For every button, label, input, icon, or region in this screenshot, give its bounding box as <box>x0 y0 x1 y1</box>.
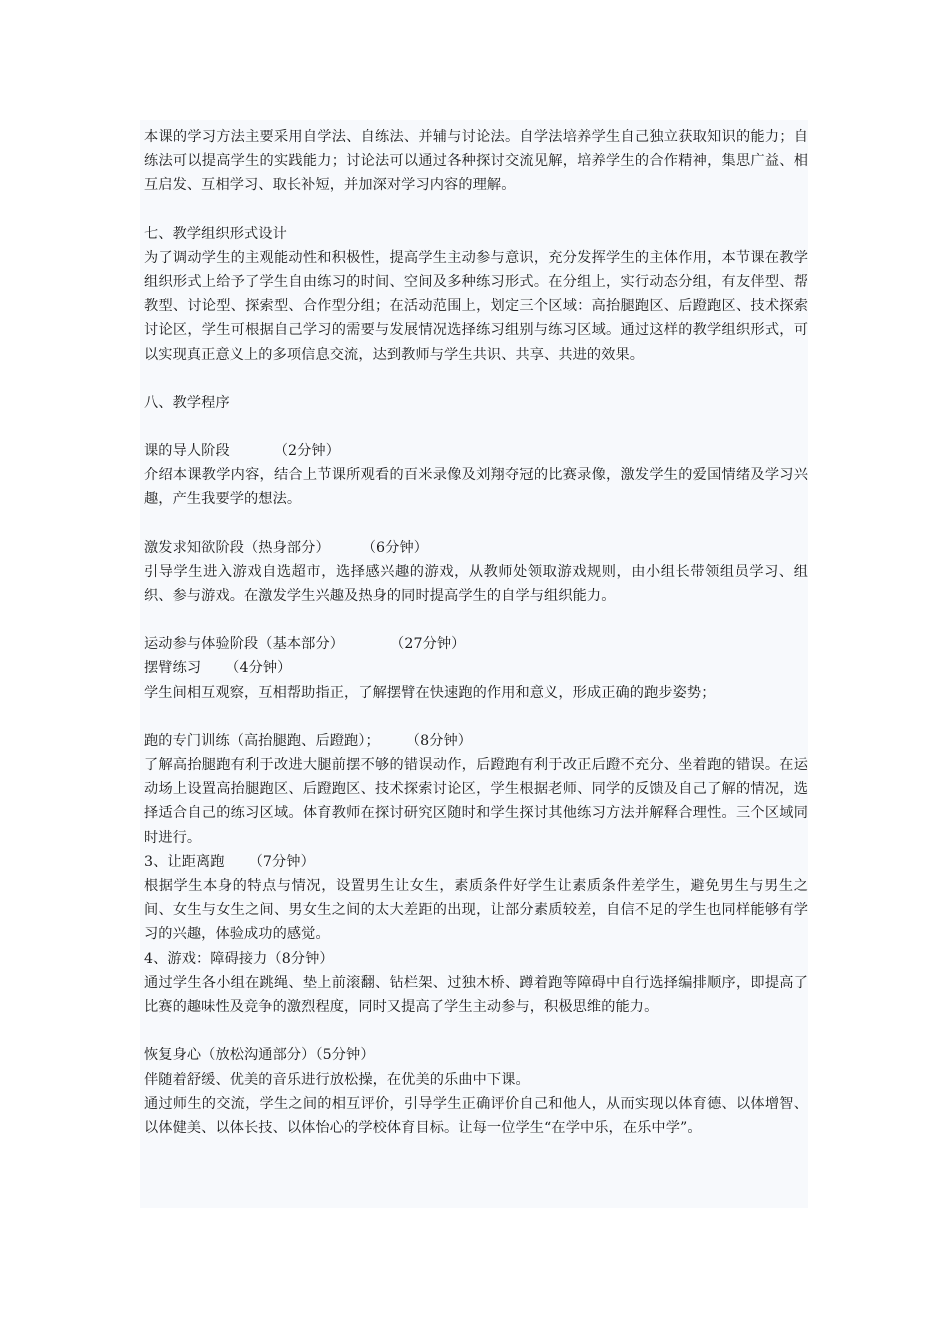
stage-warmup-text: 引导学生进入游戏自选超市，选择感兴趣的游戏，从教师处领取游戏规则，由小组长带领组员学习、组织、参与游戏。在激发学生兴趣及热身的同时提高学生的自学与组织能力。 <box>144 563 808 605</box>
stage-basic-time: （27分钟） <box>390 636 466 653</box>
item-handicap-run-title: 3、让距离跑 <box>144 853 225 870</box>
heading-section-7: 七、教学组织形式设计 <box>144 225 287 242</box>
item-special-training-text: 了解高抬腿跑有利于改进大腿前摆不够的错误动作，后蹬跑有利于改正后蹬不充分、坐着跑的错误。在运动场上设置高抬腿跑区、后蹬跑区、技术探索讨论区，学生根据老师、同学的反馈及自己了解的情况，选择适合自己的练习区域。体育教师在探讨研究区随时和学生探讨其他练习方法并解释合理性。三个区域同时进行。 <box>144 757 808 846</box>
blank-line <box>144 608 808 632</box>
stage-recovery-text-2: 通过师生的交流，学生之间的相互评价，引导学生正确评价自己和他人，从而实现以体育德、以体增智、以体健美、以体长技、以体怡心的学校体育目标。让每一位学生“在学中乐，在乐中学”。 <box>144 1095 808 1136</box>
stage-intro-time: （2分钟） <box>273 443 341 460</box>
item-special-training-heading <box>144 729 808 753</box>
blank-line <box>144 198 808 222</box>
item-relay-heading: 4、游戏：障碍接力（8分钟） <box>144 950 334 967</box>
stage-warmup-time: （6分钟） <box>361 539 429 556</box>
item-relay-text: 通过学生各小组在跳绳、垫上前滚翻、钻栏架、过独木桥、蹲着跑等障碍中自行选择编排顺序，即提高了比赛的趣味性及竞争的激烈程度，同时又提高了学生主动参与，积极思维的能力。 <box>144 974 808 1016</box>
item-arm-swing-text: 学生间相互观察，互相帮助指正，了解摆臂在快速跑的作用和意义，形成正确的跑步姿势； <box>144 684 716 701</box>
stage-intro-heading <box>144 439 808 463</box>
heading-section-8: 八、教学程序 <box>144 394 230 411</box>
stage-intro-title: 课的导人阶段 <box>144 443 230 460</box>
stage-intro-text: 介绍本课教学内容，结合上节课所观看的百米录像及刘翔夺冠的比赛录像，激发学生的爱国情绪及学习兴趣，产生我要学的想法。 <box>144 467 808 508</box>
stage-basic-title: 运动参与体验阶段（基本部分） <box>144 636 345 653</box>
stage-recovery-text-1: 伴随着舒缓、优美的音乐进行放松操，在优美的乐曲中下课。 <box>144 1071 530 1088</box>
item-handicap-run-time: （7分钟） <box>248 853 315 870</box>
item-arm-swing-title: 摆臂练习 <box>144 660 202 677</box>
item-arm-swing-heading <box>144 656 808 680</box>
item-handicap-run-text: 根据学生本身的特点与情况，设置男生让女生，素质条件好学生让素质条件差学生，避免男生与男生之间、女生与女生之间、男女生之间的太大差距的出现，让部分素质较差，自信不足的学生也同样能够有学习的兴趣，体验成功的感觉。 <box>144 878 808 943</box>
blank-line <box>144 367 808 391</box>
item-special-training-time: （8分钟） <box>405 732 473 749</box>
stage-warmup-title: 激发求知欲阶段（热身部分） <box>144 539 330 556</box>
blank-line <box>144 1019 808 1043</box>
stage-warmup-heading <box>144 536 808 560</box>
stage-recovery-heading: 恢复身心（放松沟通部分）（5分钟） <box>144 1047 375 1064</box>
document-body <box>144 125 808 1140</box>
blank-line <box>144 415 808 439</box>
item-arm-swing-time: （4分钟） <box>225 660 292 677</box>
blank-line <box>144 705 808 729</box>
stage-basic-heading <box>144 632 808 656</box>
paragraph-organization: 为了调动学生的主观能动性和积极性，提高学生主动参与意识，充分发挥学生的主体作用，本节课在教学组织形式上给予了学生自由练习的时间、空间及多种练习形式。在分组上，实行动态分组，有友伴型、帮教型、讨论型、探索型、合作型分组；在活动范围上，划定三个区域：高抬腿跑区、后蹬跑区、技术探索讨论区，学生可根据自己学习的需要与发展情况选择练习组别与练习区域。通过这样的教学组织形式，可以实现真正意义上的多项信息交流，达到教师与学生共识、共享、共进的效果。 <box>144 249 808 363</box>
blank-line <box>144 512 808 536</box>
item-handicap-run-heading <box>144 850 808 874</box>
paragraph-learning-methods: 本课的学习方法主要采用自学法、自练法、并辅与讨论法。自学法培养学生自己独立获取知识的能力；自练法可以提高学生的实践能力；讨论法可以通过各种探讨交流见解，培养学生的合作精神，集思广益、相互启发、互相学习、取长补短，并加深对学习内容的理解。 <box>144 129 808 194</box>
item-special-training-title: 跑的专门训练（高抬腿跑、后蹬跑）； <box>144 732 380 749</box>
